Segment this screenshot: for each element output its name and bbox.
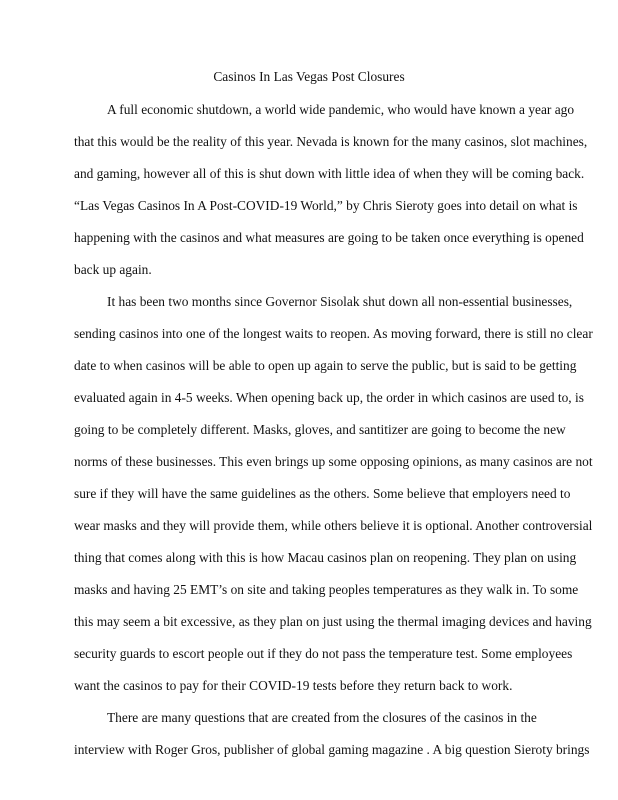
paragraph-1-line-5: happening with the casinos and what measures are going to be taken once everything is opened <box>74 230 584 245</box>
paragraph-1-line-6: back up again. <box>74 262 152 277</box>
paragraph-2-line-10: masks and having 25 EMT’s on site and taking peoples temperatures as they walk in. To some <box>74 582 579 597</box>
paragraph-2-line-6: norms of these businesses. This even brings up some opposing opinions, as many casinos are not <box>74 454 593 469</box>
paragraph-2-line-11: this may seem a bit excessive, as they plan on just using the thermal imaging devices and having <box>74 614 592 629</box>
paragraph-3-line-2: interview with Roger Gros, publisher of global gaming magazine . A big question Sieroty brings <box>74 742 590 757</box>
paragraph-2-line-4: evaluated again in 4-5 weeks. When opening back up, the order in which casinos are used to, is <box>74 390 584 405</box>
paragraph-2-line-5: going to be completely different. Masks, gloves, and santitizer are going to become the new <box>74 422 566 437</box>
paragraph-3-line-1: There are many questions that are created from the closures of the casinos in the <box>107 710 537 725</box>
paragraph-2-line-9: thing that comes along with this is how Macau casinos plan on reopening. They plan on using <box>74 550 577 565</box>
paragraph-1-line-4: “Las Vegas Casinos In A Post-COVID-19 World,” by Chris Sieroty goes into detail on what is <box>74 198 578 213</box>
paragraph-2-line-8: wear masks and they will provide them, while others believe it is optional. Another controversial <box>74 518 593 533</box>
paragraph-2-line-13: want the casinos to pay for their COVID-19 tests before they return back to work. <box>74 678 513 693</box>
paragraph-2-line-1: It has been two months since Governor Sisolak shut down all non-essential businesses, <box>107 294 573 309</box>
paragraph-2-line-12: security guards to escort people out if they do not pass the temperature test. Some employees <box>74 646 573 661</box>
paragraph-1-line-3: and gaming, however all of this is shut down with little idea of when they will be coming back. <box>74 166 585 181</box>
document-title: Casinos In Las Vegas Post Closures <box>213 69 405 84</box>
paragraph-1-line-1: A full economic shutdown, a world wide pandemic, who would have known a year ago <box>107 102 575 117</box>
paragraph-1-line-2: that this would be the reality of this year. Nevada is known for the many casinos, slot machines, <box>74 134 588 149</box>
paragraph-2-line-3: date to when casinos will be able to open up again to serve the public, but is said to be getting <box>74 358 577 373</box>
paragraph-2-line-2: sending casinos into one of the longest waits to reopen. As moving forward, there is still no clear <box>74 326 593 341</box>
paragraph-2-line-7: sure if they will have the same guidelines as the others. Some believe that employers need to <box>74 486 571 501</box>
